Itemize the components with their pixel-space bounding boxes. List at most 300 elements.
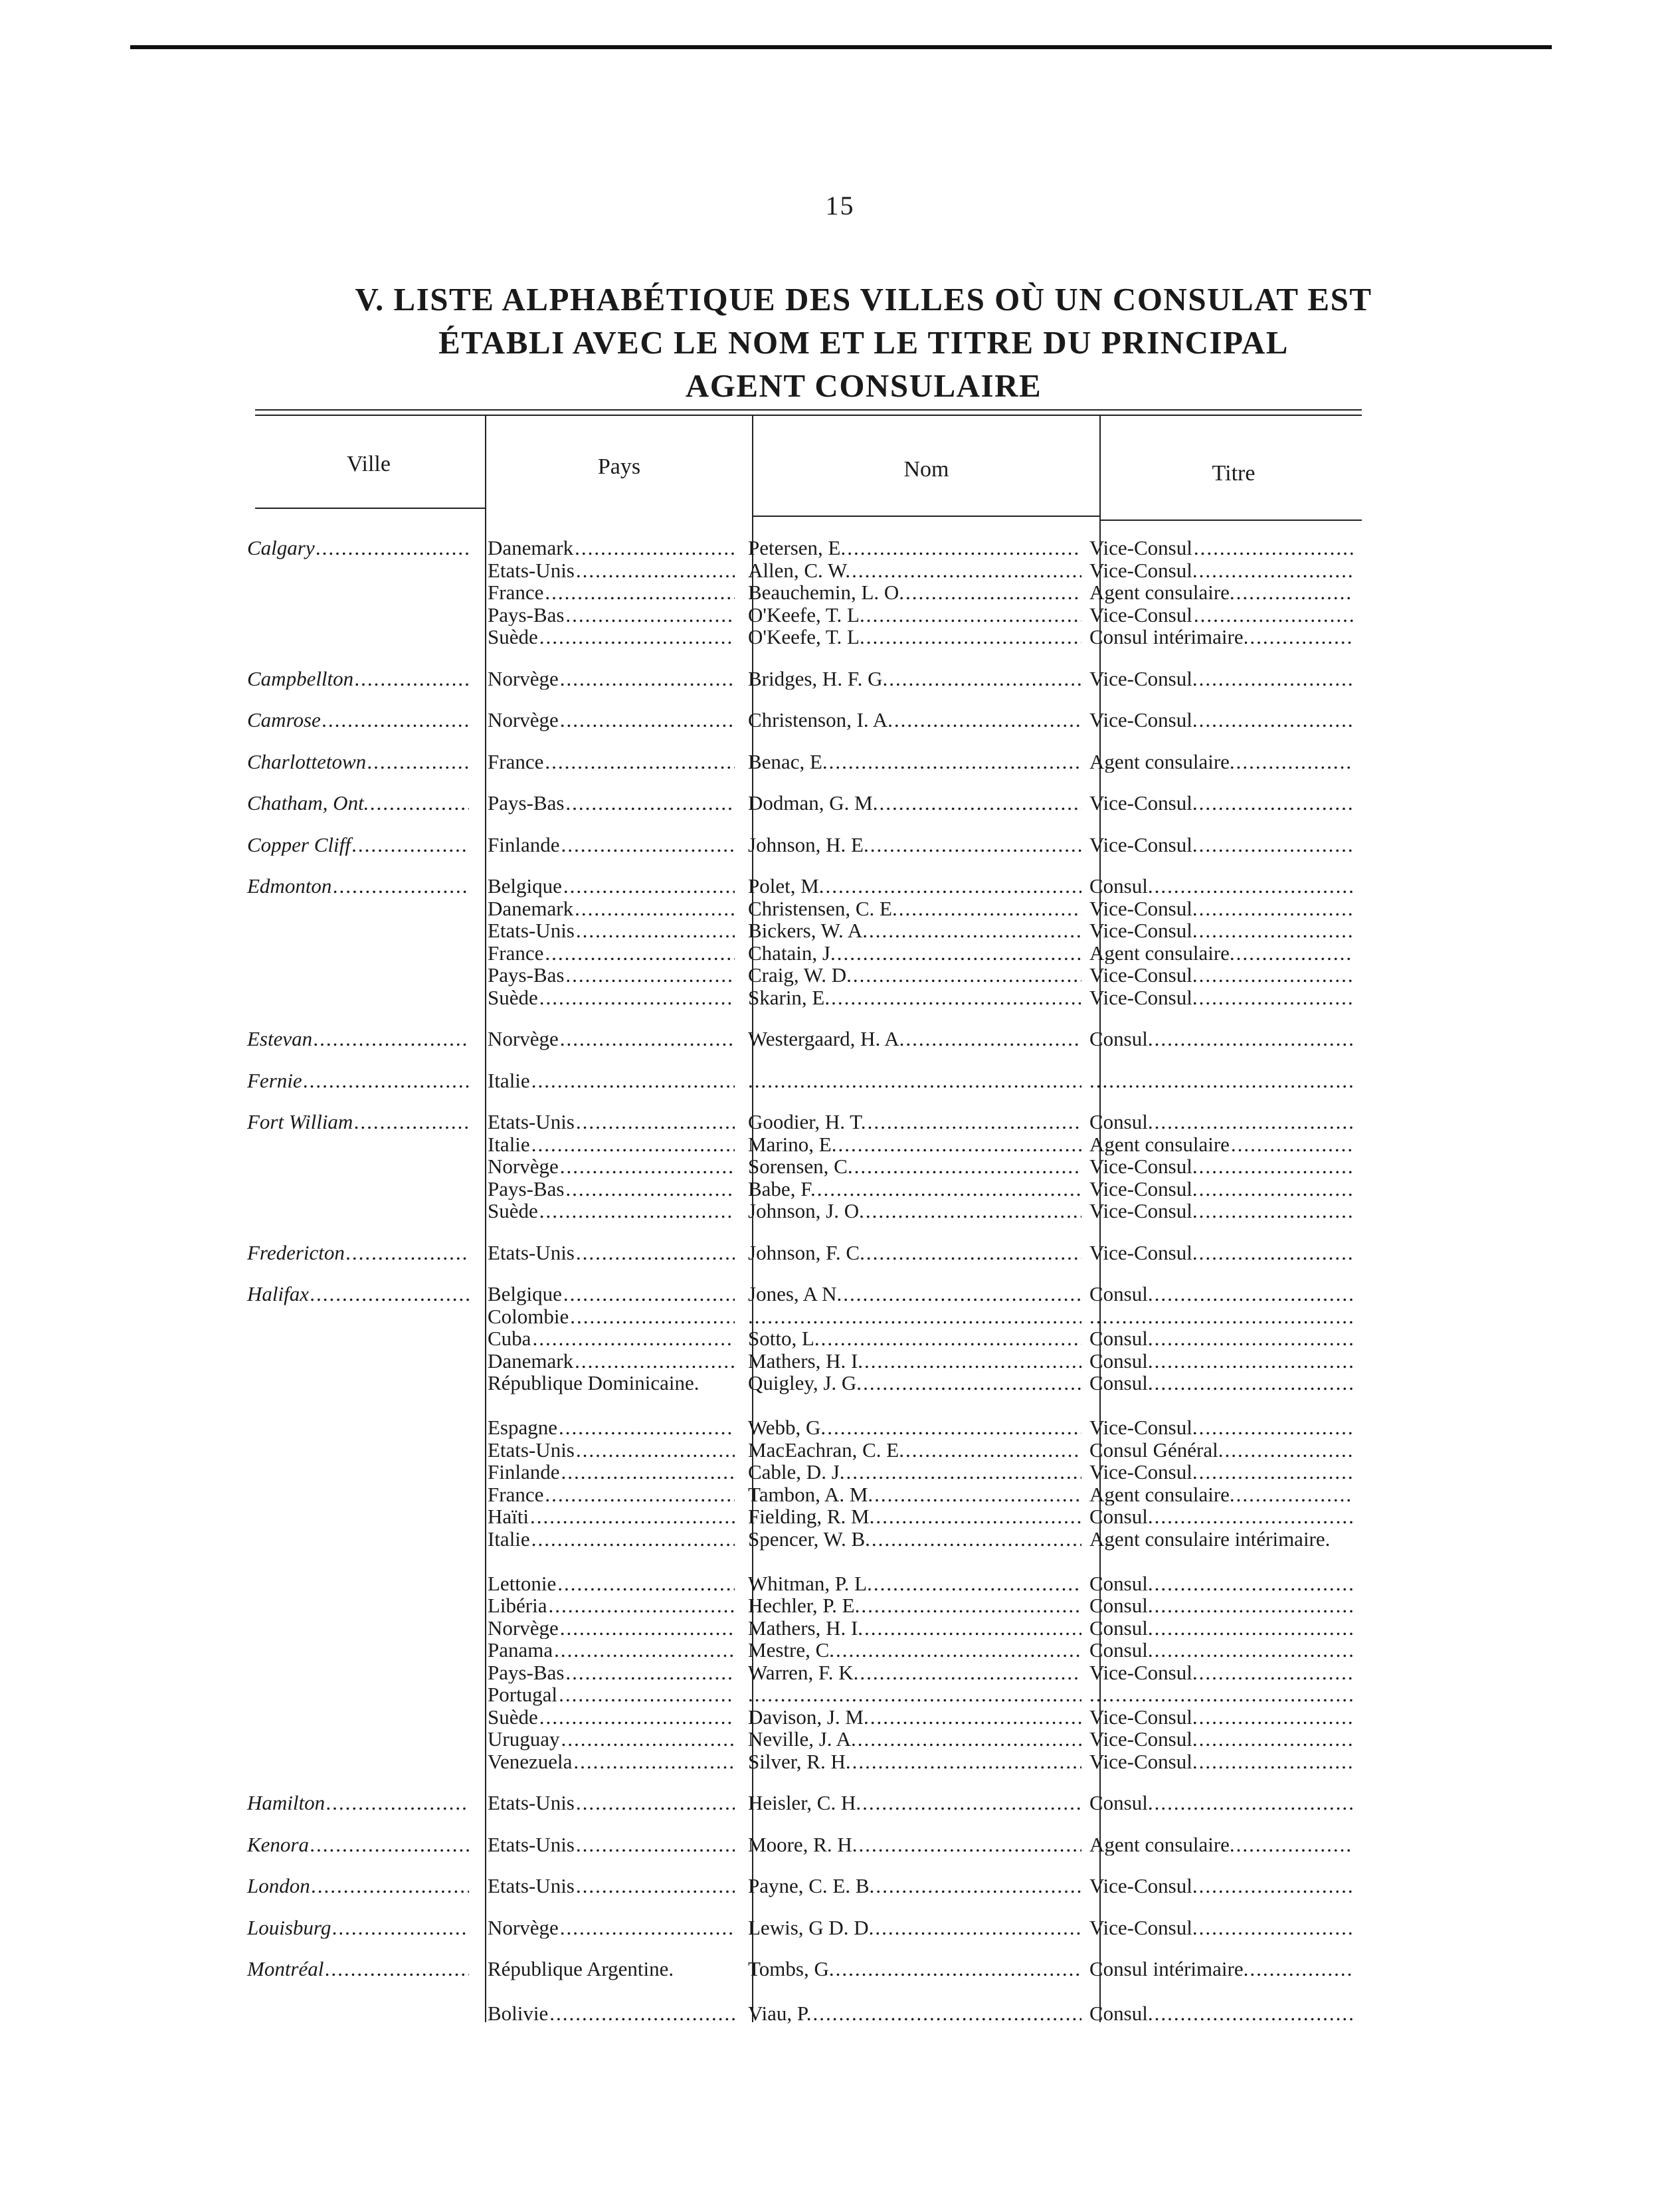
leader-dots	[576, 1834, 735, 1856]
nom-column	[739, 1111, 1085, 1222]
titre-column	[1085, 1875, 1358, 1897]
title-cell	[1085, 1917, 1358, 1939]
nom-column	[739, 1917, 1085, 1939]
title-cell-text: Agent consulaire.	[1089, 1483, 1235, 1505]
title-cell-text: Vice-Consul.	[1089, 1916, 1198, 1939]
city-name	[239, 1070, 478, 1092]
title-cell-text: Vice-Consul.	[1089, 1200, 1198, 1222]
leader-dots	[838, 1133, 1081, 1156]
title-cell	[1085, 1958, 1358, 2002]
name-cell	[739, 1706, 1085, 1729]
country-cell-text: Pays-Bas	[488, 1177, 565, 1200]
name-cell	[739, 1594, 1085, 1617]
country-cell-text: Finlande	[488, 1461, 560, 1483]
leader-dots	[560, 668, 735, 690]
title-cell-text: Consul Général.	[1089, 1438, 1224, 1461]
leader-dots	[1199, 919, 1354, 942]
leader-dots	[576, 1792, 735, 1814]
leader-dots	[561, 1461, 735, 1483]
city-name	[239, 668, 478, 690]
nom-column	[739, 668, 1085, 690]
city-name	[239, 1028, 478, 1050]
city-name	[239, 792, 478, 814]
city-name-text: Kenora	[247, 1833, 309, 1855]
city-group	[239, 792, 1368, 814]
leader-dots	[312, 1875, 469, 1897]
name-cell-text: Spencer, W. B.	[748, 1527, 870, 1551]
name-cell	[739, 537, 1085, 559]
leader-dots	[1199, 1461, 1354, 1483]
title-cell	[1085, 559, 1358, 582]
name-cell	[739, 792, 1085, 814]
name-cell-text: Mathers, H. I.	[748, 1616, 864, 1639]
leader-dots	[1199, 964, 1354, 987]
name-cell	[739, 668, 1085, 690]
leader-dots	[843, 1283, 1081, 1305]
leader-dots	[1250, 1958, 1354, 1980]
country-cell	[478, 1958, 739, 2002]
country-cell-text: France	[488, 1483, 544, 1505]
leader-dots	[862, 1792, 1081, 1814]
country-cell	[478, 1461, 739, 1483]
country-cell-text: Etats-Unis	[488, 1875, 575, 1897]
country-cell-text: France	[488, 750, 544, 773]
city-group	[239, 1283, 1368, 1772]
city-name-text: Camrose	[247, 709, 321, 731]
leader-dots	[860, 1662, 1081, 1684]
name-cell	[739, 1751, 1085, 1773]
name-cell	[739, 1200, 1085, 1222]
country-cell-text: Suède	[488, 986, 538, 1008]
name-cell-text: Fielding, R. M.	[748, 1505, 875, 1528]
country-cell-text: Lettonie	[488, 1572, 557, 1594]
country-cell-text: France	[488, 941, 544, 964]
country-cell-text: Colombie	[488, 1305, 569, 1327]
leader-dots	[1199, 1155, 1354, 1178]
city-name-text: Fredericton	[247, 1241, 345, 1264]
leader-dots	[866, 1242, 1081, 1264]
country-cell	[478, 1439, 739, 1462]
name-cell	[739, 2002, 1085, 2025]
leader-dots	[868, 1111, 1081, 1133]
title-cell	[1085, 1528, 1358, 1572]
country-cell	[478, 1070, 739, 1092]
leader-dots	[858, 1728, 1081, 1751]
country-cell	[478, 1111, 739, 1133]
leader-dots	[531, 1528, 735, 1551]
leader-dots	[545, 751, 735, 773]
leader-dots	[876, 1875, 1081, 1897]
titre-column	[1085, 1834, 1358, 1856]
title-cell	[1085, 1200, 1358, 1222]
name-cell-text: Lewis, G D. D.	[748, 1916, 874, 1939]
title-cell-text: Vice-Consul.	[1089, 1177, 1198, 1200]
leader-dots	[1199, 1875, 1354, 1897]
leader-dots	[1155, 1111, 1354, 1133]
name-cell	[739, 1242, 1085, 1264]
name-cell-text: Mestre, C.	[748, 1639, 835, 1662]
header-titre: Titre	[1212, 461, 1256, 486]
name-cell	[739, 942, 1085, 965]
leader-dots	[748, 1683, 1081, 1706]
header-nom: Nom	[903, 457, 949, 482]
titre-column	[1085, 1111, 1358, 1222]
name-cell-text: Benac, E.	[748, 750, 828, 773]
country-cell	[478, 1594, 739, 1617]
country-cell	[478, 626, 739, 648]
name-cell	[739, 1728, 1085, 1751]
leader-dots	[905, 1028, 1081, 1050]
leader-dots	[565, 792, 735, 814]
leader-dots	[1155, 1283, 1354, 1305]
leader-dots	[545, 1483, 735, 1506]
name-cell-text: Hechler, P. E.	[748, 1594, 860, 1617]
leader-dots	[332, 1917, 469, 1939]
name-cell	[739, 1662, 1085, 1684]
country-cell-text: République Argentine.	[488, 1958, 674, 1980]
title-cell	[1085, 919, 1358, 942]
title-cell	[1085, 1070, 1358, 1092]
country-cell-text: Finlande	[488, 833, 560, 856]
city-group	[239, 1958, 1368, 2025]
title-cell-text: Vice-Consul.	[1089, 1705, 1198, 1728]
city-group	[239, 1028, 1368, 1050]
country-cell-text: Italie	[488, 1527, 530, 1551]
leader-dots	[812, 2002, 1081, 2025]
pays-column	[478, 1070, 739, 1092]
country-cell	[478, 875, 739, 898]
leader-dots	[1155, 1594, 1354, 1617]
leader-dots	[831, 987, 1081, 1009]
pays-column	[478, 792, 739, 814]
leader-dots	[874, 1483, 1081, 1506]
country-cell	[478, 537, 739, 559]
title-cell-text: Consul intérimaire.	[1089, 1958, 1249, 1980]
leader-dots	[576, 559, 735, 582]
title-cell	[1085, 1439, 1358, 1462]
leader-dots	[1199, 987, 1354, 1009]
name-cell-text: Christenson, I. A.	[748, 709, 893, 731]
title-cell	[1085, 1751, 1358, 1773]
country-cell	[478, 1283, 739, 1305]
title-cell-text: Consul.	[1089, 2002, 1153, 2025]
title-cell	[1085, 1594, 1358, 1617]
leader-dots	[310, 1834, 469, 1856]
city-group	[239, 1792, 1368, 1814]
leader-dots	[829, 751, 1081, 773]
city-group	[239, 1917, 1368, 1939]
title-cell-text: Vice-Consul.	[1089, 964, 1198, 987]
leader-dots	[863, 1372, 1081, 1394]
leader-dots	[1155, 2002, 1354, 2025]
name-cell-text: Marino, E.	[748, 1133, 837, 1155]
title-cell	[1085, 1178, 1358, 1200]
leader-dots	[875, 1917, 1081, 1939]
name-cell-text: Tombs, G.	[748, 1958, 834, 1980]
title-cell-text: Agent consulaire.	[1089, 1833, 1235, 1855]
city-name-text: Chatham, Ont.	[247, 792, 369, 814]
name-cell	[739, 1372, 1085, 1416]
name-cell-text: Goodier, H. T.	[748, 1111, 866, 1133]
leader-dots	[872, 1528, 1081, 1551]
title-cell-text: Vice-Consul.	[1089, 1155, 1198, 1178]
name-cell	[739, 1461, 1085, 1483]
leader-dots	[748, 1305, 1081, 1328]
country-cell-text: Danemark	[488, 537, 574, 559]
leader-dots	[866, 604, 1081, 626]
country-cell-text: Etats-Unis	[488, 919, 575, 942]
leader-dots	[1199, 1706, 1354, 1729]
title-cell	[1085, 751, 1358, 773]
title-cell	[1085, 942, 1358, 965]
city-name	[239, 1242, 478, 1264]
leader-dots	[1155, 1572, 1354, 1595]
titre-column	[1085, 1958, 1358, 2025]
title-cell-text: Agent consulaire.	[1089, 750, 1235, 773]
pays-column	[478, 1875, 739, 1897]
title-line-2: ÉTABLI AVEC LE NOM ET LE TITRE DU PRINCIPAL	[438, 324, 1289, 361]
leader-dots	[575, 898, 735, 920]
title-cell-text: Consul.	[1089, 1616, 1153, 1639]
country-cell-text: Suède	[488, 626, 538, 648]
page-title	[239, 278, 1488, 407]
city-group	[239, 709, 1368, 731]
city-name	[239, 1283, 478, 1305]
leader-dots	[575, 1350, 735, 1373]
title-cell-text: Consul.	[1089, 1349, 1153, 1372]
country-cell-text: Portugal	[488, 1683, 558, 1706]
title-cell	[1085, 1350, 1358, 1373]
leader-dots	[560, 1617, 735, 1640]
title-cell	[1085, 668, 1358, 690]
country-cell	[478, 1792, 739, 1814]
leader-dots	[1199, 1917, 1354, 1939]
country-cell	[478, 1706, 739, 1729]
nom-column	[739, 834, 1085, 856]
city-group	[239, 1834, 1368, 1856]
city-name	[239, 834, 478, 856]
pays-column	[478, 1028, 739, 1050]
name-cell	[739, 1617, 1085, 1640]
country-cell-text: Haïti	[488, 1505, 529, 1528]
leader-dots	[539, 626, 735, 648]
leader-dots	[325, 1958, 469, 1980]
titre-column	[1085, 751, 1358, 773]
nom-column	[739, 1875, 1085, 1897]
city-group	[239, 537, 1368, 648]
leader-dots	[1155, 1028, 1354, 1050]
title-cell-text: Consul.	[1089, 1594, 1153, 1617]
leader-dots	[852, 1751, 1081, 1773]
pays-column	[478, 1792, 739, 1814]
pays-column	[478, 1111, 739, 1222]
consulate-table	[239, 537, 1368, 2044]
country-cell	[478, 1350, 739, 1373]
leader-dots	[870, 834, 1081, 856]
title-cell	[1085, 604, 1358, 626]
nom-column	[739, 1242, 1085, 1264]
titre-column	[1085, 668, 1358, 690]
name-cell-text: Cable, D. J.	[748, 1461, 845, 1483]
name-cell	[739, 1834, 1085, 1856]
leader-dots	[576, 1111, 735, 1133]
city-group	[239, 1242, 1368, 1264]
leader-dots	[864, 1350, 1081, 1373]
leader-dots	[869, 919, 1081, 942]
title-cell	[1085, 626, 1358, 648]
name-cell-text: Skarin, E.	[748, 986, 830, 1008]
leader-dots	[352, 834, 469, 856]
leader-dots	[1199, 898, 1354, 920]
city-group	[239, 668, 1368, 690]
country-cell-text: Libéria	[488, 1594, 547, 1617]
title-cell	[1085, 1572, 1358, 1595]
leader-dots	[1199, 1751, 1354, 1773]
title-cell-text: Vice-Consul.	[1089, 986, 1198, 1008]
country-cell	[478, 1416, 739, 1439]
leader-dots	[1089, 1305, 1354, 1328]
city-name-text: Campbellton	[247, 667, 354, 690]
name-cell	[739, 1111, 1085, 1133]
name-cell-text: Johnson, H. E.	[748, 833, 869, 856]
country-cell-text: Uruguay	[488, 1728, 560, 1751]
leader-dots	[874, 1572, 1081, 1595]
city-name-text: Edmonton	[247, 875, 332, 898]
leader-dots	[817, 1178, 1081, 1200]
name-cell	[739, 1483, 1085, 1506]
leader-dots	[570, 1305, 735, 1328]
country-cell	[478, 604, 739, 626]
country-cell	[478, 1178, 739, 1200]
leader-dots	[1231, 1133, 1354, 1156]
title-cell-text: Consul.	[1089, 1283, 1153, 1305]
leader-dots	[1155, 875, 1354, 898]
country-cell-text: Suède	[488, 1705, 538, 1728]
pays-column	[478, 834, 739, 856]
country-cell	[478, 987, 739, 1009]
name-cell	[739, 1178, 1085, 1200]
name-cell	[739, 1639, 1085, 1662]
leader-dots	[866, 1200, 1081, 1222]
title-cell	[1085, 1111, 1358, 1133]
title-line-3: AGENT CONSULAIRE	[685, 367, 1042, 404]
title-cell	[1085, 1505, 1358, 1528]
title-cell	[1085, 1617, 1358, 1640]
leader-dots	[1155, 1617, 1354, 1640]
title-cell	[1085, 709, 1358, 731]
title-cell	[1085, 1483, 1358, 1506]
country-cell-text: Venezuela	[488, 1750, 573, 1772]
title-cell-text: Vice-Consul.	[1089, 1241, 1198, 1264]
leader-dots	[559, 1683, 735, 1706]
name-cell-text: Payne, C. E. B.	[748, 1875, 875, 1897]
title-cell-text: Vice-Consul.	[1089, 559, 1198, 581]
name-cell	[739, 875, 1085, 898]
leader-dots	[1199, 559, 1354, 582]
name-cell	[739, 1958, 1085, 2002]
title-cell-text: Vice-Consul.	[1089, 792, 1198, 814]
leader-dots	[1199, 709, 1354, 731]
titre-column	[1085, 537, 1358, 648]
leader-dots	[539, 987, 735, 1009]
leader-dots	[354, 1111, 469, 1133]
title-cell	[1085, 1416, 1358, 1439]
leader-dots	[1199, 1728, 1354, 1751]
titre-column	[1085, 1917, 1358, 1939]
name-cell	[739, 1155, 1085, 1178]
country-cell	[478, 1483, 739, 1506]
leader-dots	[1155, 1792, 1354, 1814]
name-cell-text: Bridges, H. F. G.	[748, 667, 888, 690]
title-cell-text: Vice-Consul.	[1089, 919, 1198, 942]
leader-dots	[565, 964, 735, 987]
title-cell-text: Consul.	[1089, 1028, 1153, 1050]
name-cell-text: Chatain, J.	[748, 941, 836, 964]
city-name	[239, 709, 478, 731]
header-rule-ville	[255, 508, 485, 509]
leader-dots	[748, 1070, 1081, 1092]
leader-dots	[1199, 1178, 1354, 1200]
title-cell-text: Vice-Consul.	[1089, 1728, 1198, 1751]
name-cell-text: Johnson, J. O.	[748, 1200, 864, 1222]
title-cell	[1085, 1875, 1358, 1897]
name-cell-text: Westergaard, H. A.	[748, 1028, 905, 1050]
name-cell-text: Silver, R. H.	[748, 1750, 851, 1772]
city-name	[239, 1834, 478, 1856]
leader-dots	[565, 1662, 735, 1684]
header-rule-titre	[1101, 520, 1362, 521]
leader-dots	[310, 1283, 469, 1305]
title-cell	[1085, 1834, 1358, 1856]
header-rule-top	[255, 409, 1362, 411]
country-cell-text: Italie	[488, 1069, 530, 1092]
leader-dots	[1155, 1639, 1354, 1662]
leader-dots	[549, 2002, 735, 2025]
city-name	[239, 875, 478, 898]
titre-column	[1085, 875, 1358, 1008]
name-cell	[739, 709, 1085, 731]
country-cell-text: Pays-Bas	[488, 964, 565, 987]
country-cell-text: Etats-Unis	[488, 1833, 575, 1855]
name-cell-text: Davison, J. M.	[748, 1705, 869, 1728]
leader-dots	[530, 1505, 735, 1528]
city-name	[239, 1875, 478, 1897]
name-cell-text: Viau, P.	[748, 2002, 812, 2025]
city-name-text: Louisburg	[247, 1916, 331, 1939]
pays-column	[478, 1242, 739, 1264]
country-cell	[478, 1751, 739, 1773]
country-cell	[478, 1200, 739, 1222]
country-cell-text: Etats-Unis	[488, 559, 575, 581]
leader-dots	[565, 1178, 735, 1200]
city-name-text: Montréal	[247, 1958, 324, 1980]
country-cell-text: Danemark	[488, 1349, 574, 1372]
leader-dots	[560, 1155, 735, 1178]
country-cell	[478, 1728, 739, 1751]
titre-column	[1085, 792, 1358, 814]
title-cell	[1085, 875, 1358, 898]
country-cell	[478, 898, 739, 920]
titre-column	[1085, 1070, 1358, 1092]
leader-dots	[1199, 1242, 1354, 1264]
country-cell	[478, 1528, 739, 1572]
country-cell-text: Etats-Unis	[488, 1792, 575, 1814]
title-cell	[1085, 1283, 1358, 1305]
leader-dots	[545, 942, 735, 965]
name-cell-text: O'Keefe, T. L.	[748, 626, 865, 648]
title-cell-text: Consul intérimaire.	[1089, 626, 1249, 648]
name-cell	[739, 1505, 1085, 1528]
